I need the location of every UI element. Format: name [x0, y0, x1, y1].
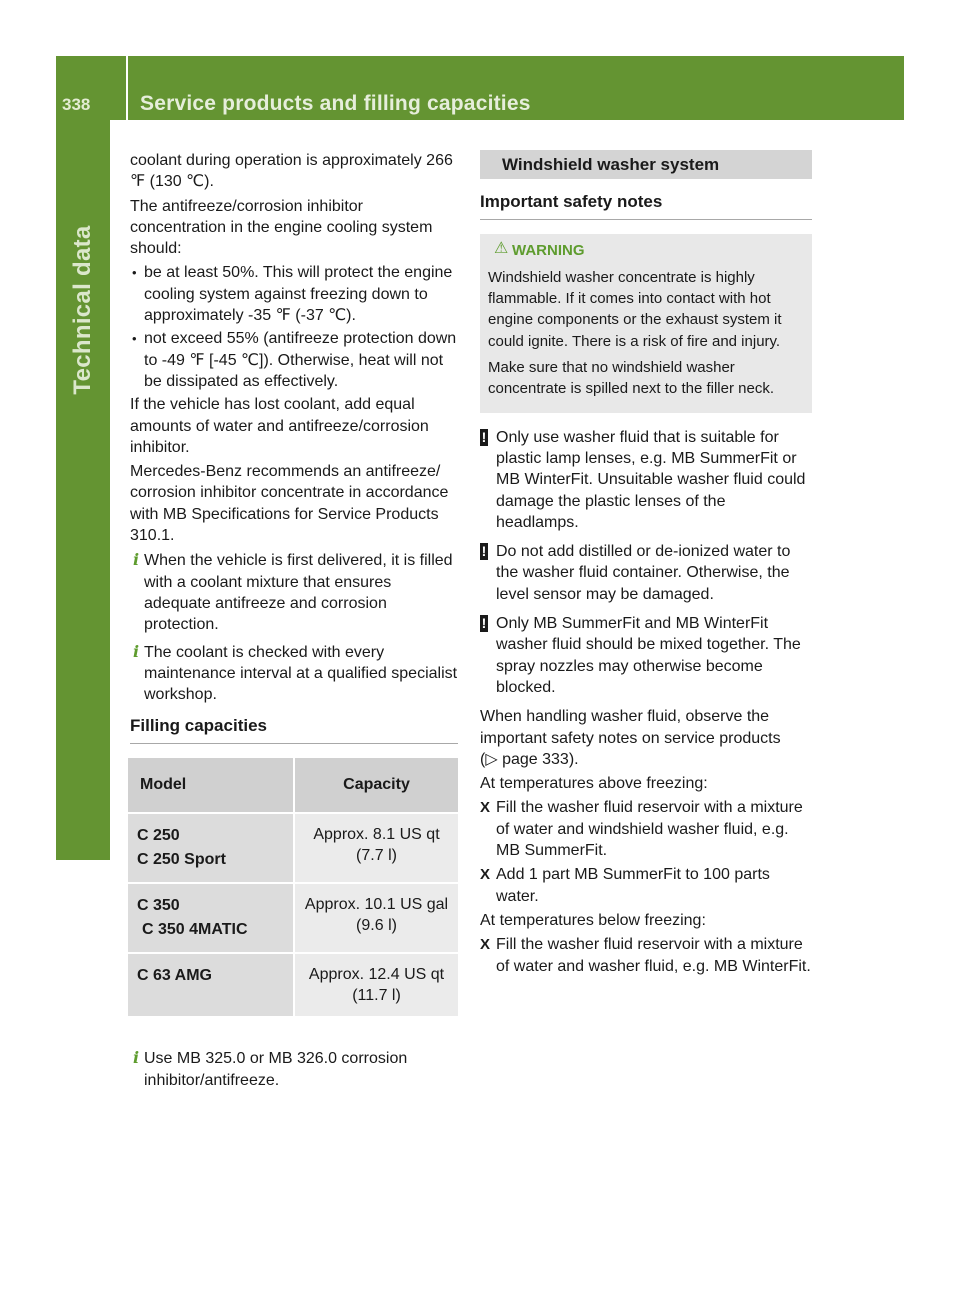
column-header-model: Model	[128, 758, 295, 814]
table-row	[128, 814, 458, 884]
caution-note	[480, 427, 812, 533]
info-icon: i	[132, 641, 140, 661]
action-text: Add 1 part MB SummerFit to 100 parts water.	[496, 866, 770, 905]
model-cell	[128, 814, 295, 884]
caution-text: Do not add distilled or de-ionized water to the washer fluid container. Otherwise, the level sensor may be damaged.	[496, 543, 791, 603]
table-header-row	[128, 758, 458, 814]
info-note	[130, 642, 458, 706]
list-item	[130, 328, 458, 392]
model-name: C 350 4MATIC	[142, 920, 248, 938]
action-step	[480, 864, 812, 907]
info-note	[130, 550, 458, 635]
coolant-temp-paragraph: coolant during operation is approximately 266 ℉ (130 ℃).	[130, 152, 453, 191]
lost-coolant-paragraph: If the vehicle has lost coolant, add equal amounts of water and antifreeze/corrosion inhibitor.	[130, 396, 429, 456]
model-name: C 350	[137, 896, 180, 914]
column-header-capacity: Capacity	[295, 758, 458, 814]
warning-title-text: WARNING	[512, 241, 585, 259]
action-step	[480, 934, 812, 977]
capacity-cell	[295, 884, 458, 954]
recommendation-paragraph: Mercedes-Benz recommends an antifreeze/ corrosion inhibitor concentrate in accordance with MB Specifications for Service Products 310.1.	[130, 463, 449, 545]
warning-text: Windshield washer concentrate is highly flammable. If it comes into contact with hot engine components or the exhaust system it could ignite. There is a risk of fire and injury.	[488, 268, 782, 350]
windshield-washer-heading: Windshield washer system	[480, 150, 812, 179]
capacity-us: Approx. 8.1 US qt	[313, 825, 440, 843]
section-side-tab[interactable]	[56, 120, 110, 860]
capacity-table	[128, 758, 458, 1019]
page-reference-link[interactable]: (▷ page 333).	[480, 750, 579, 768]
handling-paragraph	[480, 706, 812, 770]
above-freezing-label: At temperatures above freezing:	[480, 775, 708, 793]
handling-text: When handling washer fluid, observe the important safety notes on service products	[480, 708, 781, 747]
model-name: C 250 Sport	[137, 850, 226, 868]
capacity-cell	[295, 954, 458, 1019]
info-text: The coolant is checked with every maintenance interval at a qualified specialist workshop.	[144, 643, 458, 704]
left-column	[130, 150, 458, 1097]
bullet-icon: •	[132, 331, 137, 347]
below-freezing-label: At temperatures below freezing:	[480, 911, 706, 929]
concentration-paragraph: The antifreeze/corrosion inhibitor concentration in the engine cooling system should:	[130, 197, 433, 258]
action-text: Fill the washer fluid reservoir with a mixture of water and windshield washer fluid, e.g. MB SummerFit.	[496, 799, 803, 860]
model-name: C 250	[137, 826, 180, 844]
warning-text: Make sure that no windshield washer concentrate is spilled next to the filler neck.	[488, 359, 774, 398]
info-text: Use MB 325.0 or MB 326.0 corrosion inhibitor/antifreeze.	[144, 1050, 408, 1089]
table-row	[128, 884, 458, 954]
filling-capacities-heading: Filling capacities	[130, 715, 458, 743]
header-divider	[126, 56, 128, 120]
exclamation-icon: !	[481, 615, 487, 632]
action-step-icon: X	[480, 799, 491, 817]
model-cell	[128, 884, 295, 954]
exclamation-icon: !	[481, 428, 487, 445]
action-step-icon: X	[480, 936, 491, 954]
capacity-metric: (7.7 l)	[356, 847, 397, 865]
warning-title	[494, 240, 802, 261]
side-tab-label	[56, 120, 110, 860]
action-step-icon: X	[480, 866, 491, 884]
page-header	[56, 56, 904, 120]
capacity-cell	[295, 814, 458, 884]
table-row	[128, 954, 458, 1019]
bullet-text: not exceed 55% (antifreeze protection down to -49 ℉ [-45 ℃]). Otherwise, heat will not be dissipated as effectively.	[144, 330, 457, 390]
caution-text: Only MB SummerFit and MB WinterFit washer fluid should be mixed together. The spray nozzles may otherwise become blocked.	[496, 615, 801, 696]
warning-box	[480, 234, 812, 413]
capacity-us: Approx. 10.1 US gal	[304, 895, 449, 913]
info-icon: i	[132, 550, 140, 570]
capacity-metric: (9.6 l)	[356, 917, 397, 935]
action-text: Fill the washer fluid reservoir with a mixture of water and washer fluid, e.g. MB WinterFit.	[496, 936, 811, 975]
right-column	[480, 150, 812, 980]
safety-notes-heading: Important safety notes	[480, 191, 812, 219]
info-note	[130, 1048, 458, 1091]
bullet-icon: •	[132, 265, 137, 281]
info-text: When the vehicle is first delivered, it is filled with a coolant mixture that ensures adequate antifreeze and corrosion protection.	[144, 552, 453, 634]
caution-text: Only use washer fluid that is suitable for plastic lamp lenses, e.g. MB SummerFit or MB WinterFit. Unsuitable washer fluid could damage the plastic lenses of the headlamps.	[496, 428, 806, 531]
caution-note	[480, 613, 812, 698]
exclamation-icon: !	[481, 543, 487, 560]
action-step	[480, 797, 812, 861]
caution-note	[480, 541, 812, 605]
warning-triangle-icon: ⚠	[494, 239, 509, 257]
page-title: Service products and filling capacities	[140, 92, 531, 115]
model-name: C 63 AMG	[137, 966, 212, 984]
capacity-us: Approx. 12.4 US qt	[308, 965, 445, 983]
capacity-metric: (11.7 l)	[352, 987, 401, 1005]
list-item	[130, 262, 458, 326]
bullet-text: be at least 50%. This will protect the engine cooling system against freezing down to approximately -35 ℉ (-37 ℃).	[144, 264, 453, 325]
model-cell	[128, 954, 295, 1019]
page-number: 338	[62, 95, 91, 114]
info-icon: i	[132, 1048, 140, 1068]
side-tab-text: Technical data	[69, 225, 96, 395]
